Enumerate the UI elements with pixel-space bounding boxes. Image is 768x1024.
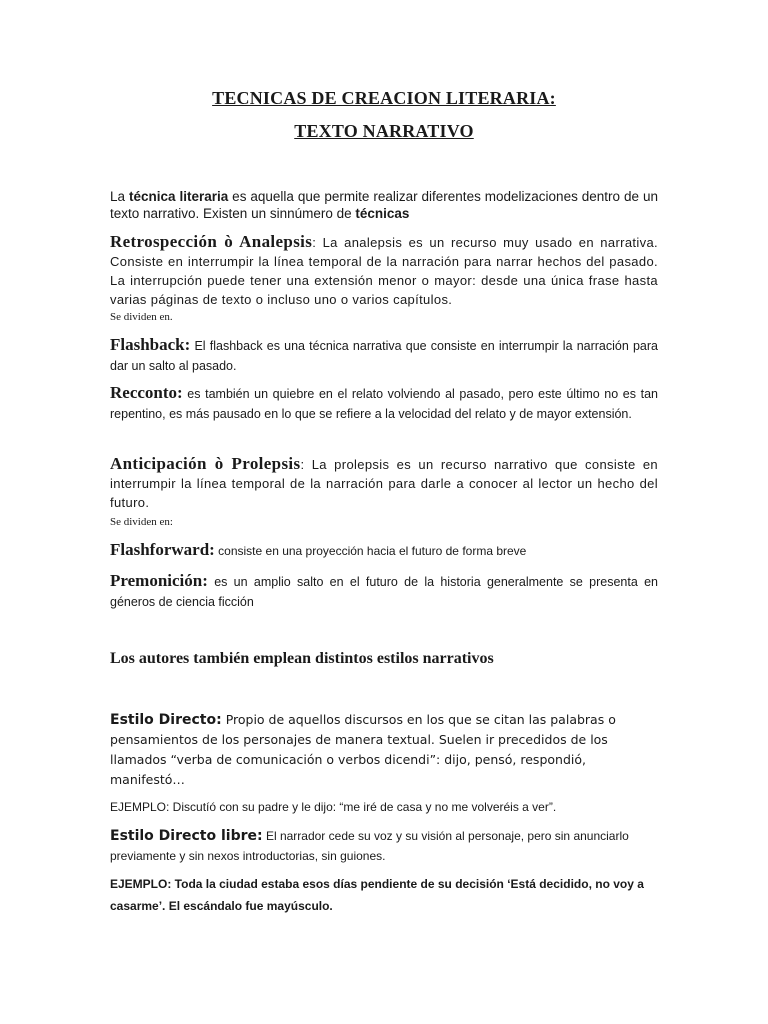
retrospeccion-paragraph <box>110 232 658 309</box>
estilo-directo-libre-text: El narrador cede su voz y su visión al personaje, pero sin anunciarlo previamente y sin nexos introductorias, sin guiones. <box>110 829 629 863</box>
document-title: TECNICAS DE CREACION LITERARIA: <box>212 88 556 108</box>
estilo-directo-paragraph <box>110 710 658 790</box>
se-dividen-label-2: Se dividen en: <box>110 516 173 528</box>
flashforward-text: consiste en una proyección hacia el futuro de forma breve <box>214 544 527 558</box>
se-dividen-label-1: Se dividen en. <box>110 311 173 323</box>
intro-paragraph: La técnica literaria es aquella que permite realizar diferentes modelizaciones dentro de un texto narrativo. Existen un sinnúmero de técnicas <box>110 189 658 221</box>
ejemplo-2: EJEMPLO: Toda la ciudad estaba esos días pendiente de su decisión ‘Está decidido, no voy a casarme’. El escándalo fue mayúsculo. <box>110 877 644 913</box>
flashback-text: El flashback es una técnica narrativa que consiste en interrumpir la narración para dar un salto al pasado. <box>110 339 658 373</box>
flashback-term: Flashback: <box>110 335 191 354</box>
estilos-heading: Los autores también emplean distintos estilos narrativos <box>110 650 494 667</box>
premonicion-paragraph <box>110 571 658 612</box>
intro-bold-term: técnica literaria <box>128 189 229 204</box>
anticipacion-text: : La prolepsis es un recurso narrativo que consiste en interrumpir la línea temporal de la narración para darle a conocer al lector un hecho del futuro. <box>110 457 658 510</box>
estilo-directo-libre-term: Estilo Directo libre: <box>110 828 263 844</box>
flashforward-paragraph <box>110 540 658 561</box>
estilo-directo-text: Propio de aquellos discursos en los que se citan las palabras o pensamientos de los personajes de manera textual. Suelen ir precedidos de los llamados “verba de comunicación o verbos dicendi”: dijo, pensó, respondió, manifestó… <box>110 712 616 787</box>
ejemplo-1: EJEMPLO: Discutíó con su padre y le dijo: “me iré de casa y no me volveréis a ver”. <box>110 800 557 814</box>
anticipacion-term: Anticipación ò Prolepsis <box>110 454 301 473</box>
recconto-term: Recconto: <box>110 383 183 402</box>
retrospeccion-text: : La analepsis es un recurso muy usado en narrativa. Consiste en interrumpir la línea temporal de la narración para narrar hechos del pasado. La interrupción puede tener una extensión menor o mayor: desde una única frase hasta varias páginas de texto o incluso uno o varios capítulos. <box>110 235 658 307</box>
retrospeccion-term: Retrospección ò Analepsis <box>110 232 313 251</box>
premonicion-text: es un amplio salto en el futuro de la historia generalmente se presenta en géneros de ciencia ficción <box>110 575 658 609</box>
recconto-text: es también un quiebre en el relato volviendo al pasado, pero este último no es tan repentino, es más pausado en lo que se refiere a la velocidad del relato y de mayor extensión. <box>110 387 658 421</box>
document-subtitle: TEXTO NARRATIVO <box>294 121 474 141</box>
estilo-directo-term: Estilo Directo: <box>110 712 222 728</box>
anticipacion-paragraph <box>110 454 658 512</box>
flashback-paragraph <box>110 335 658 376</box>
flashforward-term: Flashforward: <box>110 540 215 559</box>
intro-bold-term-2: técnicas <box>355 206 410 221</box>
estilo-directo-libre-paragraph <box>110 826 658 866</box>
premonicion-term: Premonición: <box>110 571 208 590</box>
recconto-paragraph <box>110 383 658 424</box>
